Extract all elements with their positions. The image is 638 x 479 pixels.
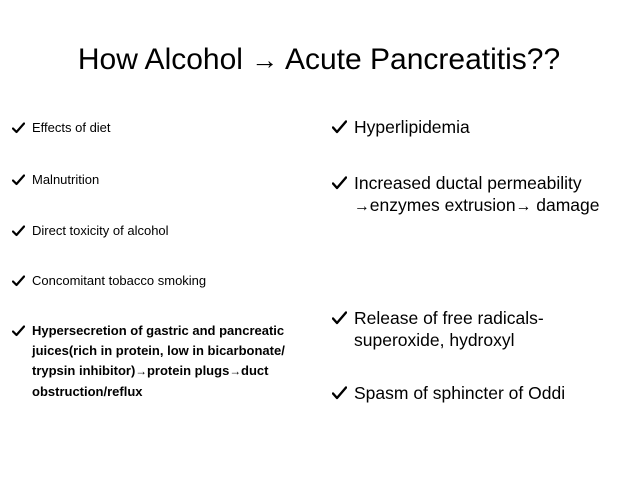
checkmark-icon xyxy=(332,120,354,134)
bullet-item-sphincter-spasm xyxy=(332,382,632,404)
bullet-text xyxy=(354,172,632,218)
bullet-item-direct-toxicity xyxy=(12,221,312,241)
checkmark-icon xyxy=(332,386,354,400)
checkmark-icon xyxy=(12,225,32,237)
bullet-text: Malnutrition xyxy=(32,172,100,187)
arrow-icon: → xyxy=(354,198,370,215)
bullet-item-effects-of-diet xyxy=(12,118,312,138)
checkmark-icon xyxy=(12,325,32,337)
bullet-text-part-1: Hypersecretion of gastric and pancreatic juices(rich in protein, low in bicarbonate/ trypsin inhibitor) xyxy=(32,323,285,378)
bullet-item-hyperlipidemia xyxy=(332,116,632,138)
bullet-text-part-2: protein plugs xyxy=(146,363,230,378)
bullet-text: Spasm of sphincter of Oddi xyxy=(354,383,566,403)
bullet-text: Direct toxicity of alcohol xyxy=(32,223,169,238)
bullet-text-part-3: duct obstruction/reflux xyxy=(32,363,269,399)
slide-title xyxy=(0,40,638,80)
bullet-item-tobacco-smoking xyxy=(12,271,312,291)
arrow-icon: → xyxy=(229,365,241,378)
bullet-text: Release of free radicals-superoxide, hydroxyl xyxy=(354,308,544,350)
bullet-item-free-radicals xyxy=(332,307,632,351)
checkmark-icon xyxy=(12,122,32,134)
bullet-text-part-2: enzymes extrusion xyxy=(369,195,516,215)
bullet-item-hypersecretion xyxy=(12,321,308,402)
bullet-text: Concomitant tobacco smoking xyxy=(32,273,207,288)
bullet-text-part-1: Increased ductal permeability xyxy=(354,173,582,193)
bullet-item-ductal-permeability xyxy=(332,172,632,218)
checkmark-icon xyxy=(12,174,32,186)
title-part-2: Acute Pancreatitis?? xyxy=(278,43,561,76)
arrow-icon: → xyxy=(515,198,532,215)
arrow-icon: → xyxy=(251,45,279,75)
bullet-item-malnutrition xyxy=(12,170,312,190)
checkmark-icon xyxy=(332,176,354,190)
bullet-text: Effects of diet xyxy=(32,120,111,135)
bullet-text xyxy=(32,321,308,402)
bullet-text-part-3: damage xyxy=(531,195,600,215)
bullet-text: Hyperlipidemia xyxy=(354,117,470,137)
checkmark-icon xyxy=(332,311,354,325)
checkmark-icon xyxy=(12,275,32,287)
title-part-1: How Alcohol xyxy=(77,43,252,76)
arrow-icon: → xyxy=(135,365,147,378)
